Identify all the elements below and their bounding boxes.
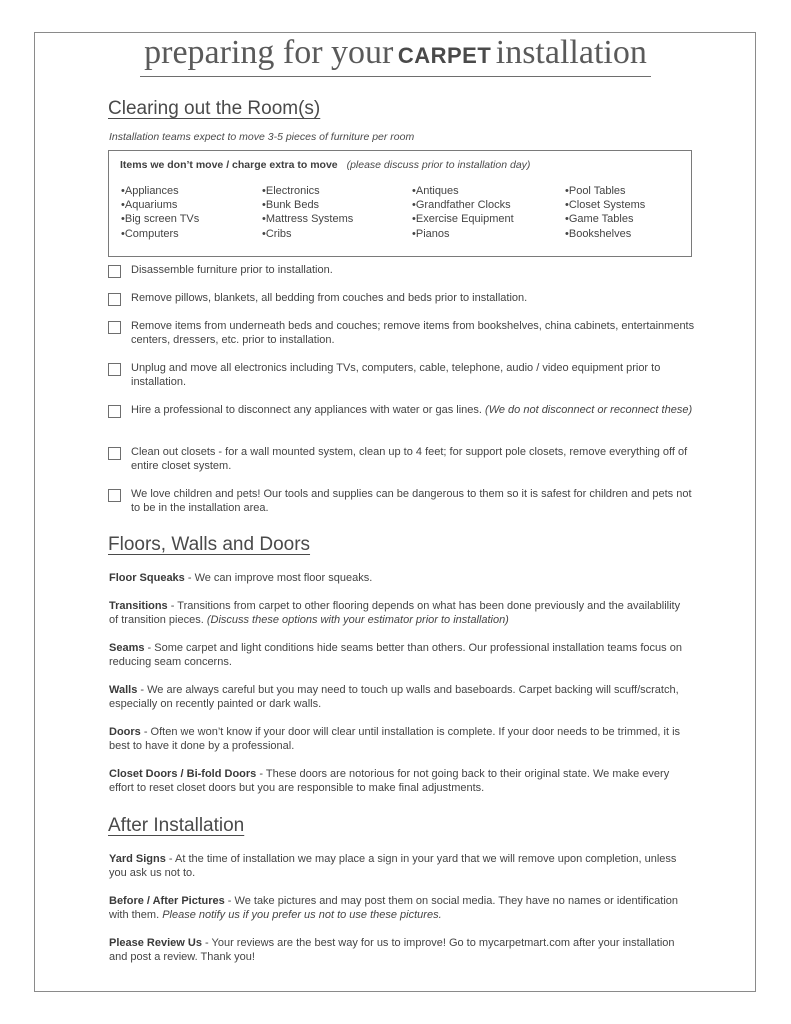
list-item: • Big screen TVs <box>121 212 199 226</box>
page-title <box>0 36 791 77</box>
list-item: • Closet Systems <box>565 198 645 212</box>
section-heading-floors: Floors, Walls and Doors <box>108 534 311 555</box>
items-box <box>108 150 692 257</box>
info-paragraph: Transitions - Transitions from carpet to other flooring depends on what has been done previously and the availablility of transition pieces. (Discuss these options with your estimator prior to installation) <box>109 600 681 627</box>
items-column <box>565 184 645 241</box>
title-part-3: installation <box>495 34 647 71</box>
list-item: • Grandfather Clocks <box>412 198 514 212</box>
checkbox[interactable] <box>108 293 121 306</box>
checklist-item-text: Unplug and move all electronics including TVs, computers, cable, telephone, audio / video equipment prior to installation. <box>131 362 661 389</box>
list-item: • Pianos <box>412 227 514 241</box>
items-column <box>412 184 514 241</box>
furniture-note: Installation teams expect to move 3-5 pieces of furniture per room <box>109 131 415 143</box>
checklist-item-text: Remove items from underneath beds and couches; remove items from bookshelves, china cabinets, entertainments centers, dressers, etc. prior to installation. <box>131 320 695 347</box>
items-box-note: (please discuss prior to installation day) <box>346 159 531 171</box>
items-column <box>121 184 199 241</box>
checkbox[interactable] <box>108 489 121 502</box>
list-item: • Bookshelves <box>565 227 645 241</box>
checkbox[interactable] <box>108 321 121 334</box>
checklist-item-text: We love children and pets! Our tools and supplies can be dangerous to them so it is safest for children and pets not to be in the installation area. <box>131 488 692 515</box>
checklist-item-text: Remove pillows, blankets, all bedding from couches and beds prior to installation. <box>131 292 528 304</box>
list-item: • Computers <box>121 227 199 241</box>
info-paragraph: Before / After Pictures - We take pictures and may post them on social media. They have no names or identification with them. Please notify us if you prefer us not to use these pictures. <box>109 895 679 922</box>
checkbox[interactable] <box>108 363 121 376</box>
items-box-title: Items we don’t move / charge extra to move <box>120 159 338 171</box>
list-item: • Aquariums <box>121 198 199 212</box>
list-item: • Cribs <box>262 227 353 241</box>
checklist-item-text: Hire a professional to disconnect any appliances with water or gas lines. (We do not disconnect or reconnect these) <box>131 404 693 416</box>
list-item: • Antiques <box>412 184 514 198</box>
list-item: • Appliances <box>121 184 199 198</box>
title-part-2: CARPET <box>397 43 492 68</box>
info-paragraph: Yard Signs - At the time of installation we may place a sign in your yard that we will remove upon completion, unless you ask us not to. <box>109 853 677 880</box>
checklist-item-text: Clean out closets - for a wall mounted system, clean up to 4 feet; for support pole closets, remove everything off of entire closet system. <box>131 446 688 473</box>
info-paragraph: Please Review Us - Your reviews are the best way for us to improve! Go to mycarpetmart.com after your installation and post a review. Thank you! <box>109 937 675 964</box>
section-heading-clearing: Clearing out the Room(s) <box>108 98 321 119</box>
checkbox[interactable] <box>108 447 121 460</box>
list-item: • Game Tables <box>565 212 645 226</box>
info-paragraph: Seams - Some carpet and light conditions hide seams better than others. Our professional installation teams focus on reducing seam concerns. <box>109 642 682 669</box>
list-item: • Bunk Beds <box>262 198 353 212</box>
checkbox[interactable] <box>108 405 121 418</box>
items-box-header <box>120 159 530 171</box>
info-paragraph: Walls - We are always careful but you may need to touch up walls and baseboards. Carpet backing will scuff/scratch, especially on recently painted or dark walls. <box>109 684 679 711</box>
info-paragraph: Floor Squeaks - We can improve most floor squeaks. <box>109 572 373 584</box>
items-column <box>262 184 353 241</box>
info-paragraph: Closet Doors / Bi-fold Doors - These doors are notorious for not going back to their original state. We make every effort to reset closet doors but you are responsible to make final adjustments. <box>109 768 670 795</box>
list-item: • Mattress Systems <box>262 212 353 226</box>
info-paragraph: Doors - Often we won’t know if your door will clear until installation is complete. If your door needs to be trimmed, it is best to have it done by a professional. <box>109 726 681 753</box>
checkbox[interactable] <box>108 265 121 278</box>
list-item: • Electronics <box>262 184 353 198</box>
section-heading-after: After Installation <box>108 815 245 836</box>
list-item: • Exercise Equipment <box>412 212 514 226</box>
title-part-1: preparing for your <box>144 34 394 71</box>
list-item: • Pool Tables <box>565 184 645 198</box>
checklist-item-text: Disassemble furniture prior to installation. <box>131 264 333 276</box>
